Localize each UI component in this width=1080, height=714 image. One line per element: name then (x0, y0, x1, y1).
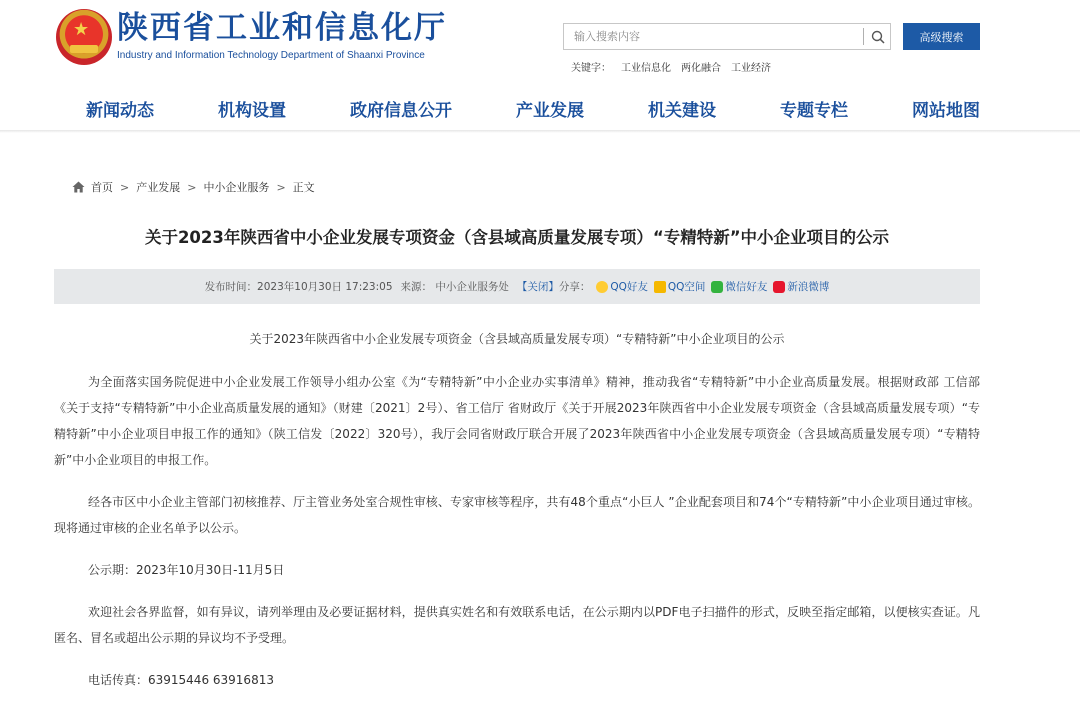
breadcrumb-home[interactable]: 首页 (91, 181, 113, 194)
article-paragraph: 为全面落实国务院促进中小企业发展工作领导小组办公室《为“专精特新”中小企业办实事清单》精神，推动我省“专精特新”中小企业高质量发展。根据财政部 工信部《关于支持“专精特新”中小企业高质量发展的通知》（财建〔2021〕2号）、省工信厅 省财政厅《关于开展2023年陕西省中小企业发展专项资金（含县域高质量发展专项）“专精特新”中小企业项目申报工作的通知》（陕工信发〔2022〕320号），我厅会同省财政厅联合开展了2023年陕西省中小企业发展专项资金（含县域高质量发展专项）“专精特新”中小企业项目的申报工作。 (54, 375, 980, 467)
breadcrumb-industry[interactable]: 产业发展 (136, 181, 181, 194)
breadcrumb-separator: > (187, 180, 197, 194)
nav-item-organization[interactable]: 机构设置 (218, 101, 286, 121)
nav-item-special-topics[interactable]: 专题专栏 (780, 101, 848, 121)
wechat-icon (711, 281, 723, 293)
search-icon (871, 30, 885, 44)
share-qq-friend[interactable] (596, 279, 648, 294)
advanced-search-button[interactable]: 高级搜索 (903, 23, 980, 50)
search-box (563, 23, 891, 50)
qzone-icon (654, 281, 666, 293)
site-title[interactable]: 陕西省工业和信息化厅 (117, 10, 447, 46)
weibo-icon (773, 281, 785, 293)
nav-item-organ-building[interactable]: 机关建设 (648, 101, 716, 121)
article-paragraph: 欢迎社会各界监督，如有异议，请列举理由及必要证据材料，提供真实姓名和有效联系电话，在公示期内以PDF电子扫描件的形式，反映至指定邮箱，以便核实查证。凡匿名、冒名或超出公示期的异议均不予受理。 (54, 605, 980, 645)
site-header (0, 0, 1080, 132)
article-subtitle: 关于2023年陕西省中小企业发展专项资金（含县域高质量发展专项）“专精特新”中小企业项目的公示 (249, 332, 785, 346)
article-title: 关于2023年陕西省中小企业发展专项资金（含县域高质量发展专项）“专精特新”中小企业项目的公示 (144, 228, 890, 247)
home-icon (72, 181, 85, 193)
search-button[interactable] (865, 24, 891, 49)
article-meta-bar (54, 269, 980, 304)
qq-icon (596, 281, 608, 293)
share-weibo-label: 新浪微博 (787, 281, 830, 293)
share-wechat[interactable] (711, 279, 767, 294)
search-divider (863, 28, 864, 45)
main-nav (54, 97, 980, 125)
keyword-link[interactable]: 工业经济 (731, 63, 771, 74)
nav-item-gov-info[interactable]: 政府信息公开 (350, 101, 452, 121)
search-input[interactable] (564, 24, 862, 49)
article-paragraph: 电话传真：63915446 63916813 (88, 673, 274, 687)
keyword-link[interactable]: 两化融合 (681, 63, 721, 74)
article-source: 来源： 中小企业服务处 (400, 281, 509, 293)
publish-time: 发布时间：2023年10月30日 17:23:05 (204, 281, 393, 293)
share-weibo[interactable] (773, 279, 829, 294)
nav-item-industry[interactable]: 产业发展 (516, 101, 584, 121)
nav-item-site-map[interactable]: 网站地图 (912, 101, 980, 121)
breadcrumb-separator: > (276, 180, 286, 194)
share-qzone-label: QQ空间 (667, 281, 706, 293)
header-divider (0, 130, 1080, 133)
keyword-link[interactable]: 工业信息化 (621, 63, 671, 74)
share-label: 分享： (558, 281, 591, 293)
breadcrumb (72, 179, 315, 195)
search-keywords (571, 59, 781, 74)
site-subtitle: Industry and Information Technology Department of Shaanxi Province (117, 50, 425, 61)
keywords-label: 关键字： (571, 63, 611, 74)
article-paragraph: 公示期：2023年10月30日-11月5日 (88, 563, 285, 577)
article-paragraph: 经各市区中小企业主管部门初核推荐、厅主管业务处室合规性审核、专家审核等程序，共有48个重点“小巨人 ”企业配套项目和74个“专精特新”中小企业项目通过审核。现将通过审核的企业名单予以公示。 (54, 495, 980, 535)
share-qzone[interactable] (654, 279, 706, 294)
close-link[interactable]: 【关闭】 (516, 281, 559, 293)
breadcrumb-sme-service[interactable]: 中小企业服务 (203, 181, 270, 194)
national-emblem-icon: ★ (56, 9, 112, 65)
nav-item-news[interactable]: 新闻动态 (86, 101, 154, 121)
breadcrumb-current: 正文 (292, 181, 315, 194)
share-qq-friend-label: QQ好友 (610, 281, 648, 293)
breadcrumb-separator: > (120, 180, 130, 194)
share-wechat-label: 微信好友 (725, 281, 768, 293)
article-content (54, 326, 980, 709)
